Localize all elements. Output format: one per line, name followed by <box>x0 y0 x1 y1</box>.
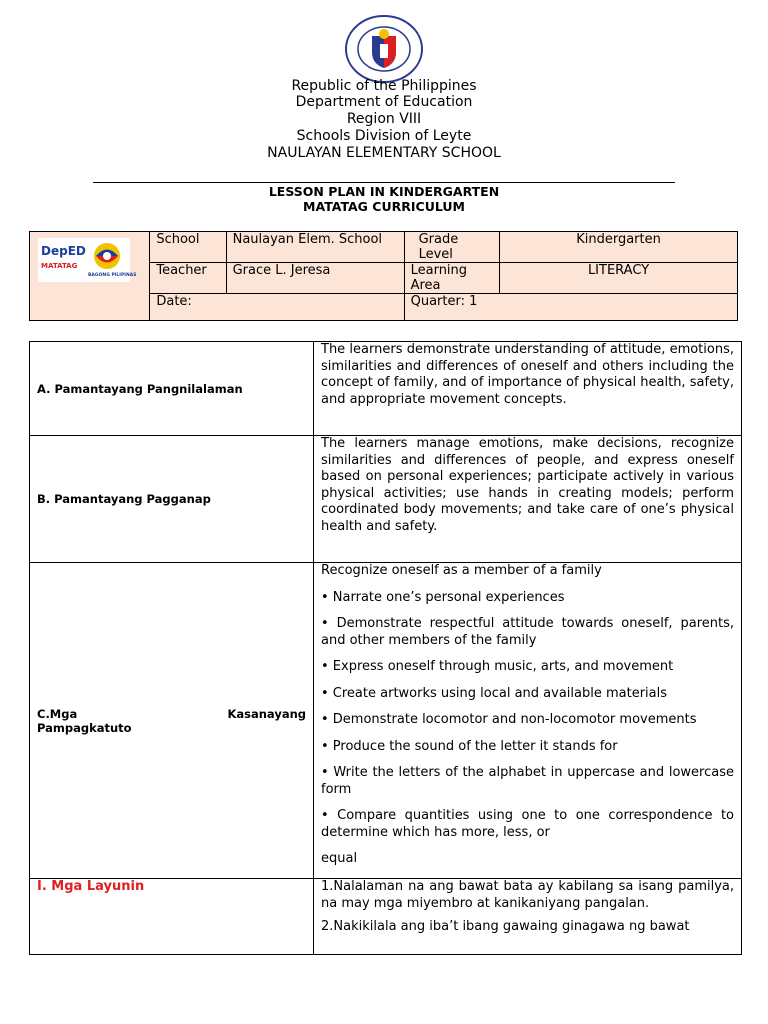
matatag-logo-text: MATATAG <box>41 262 78 270</box>
table-row <box>30 342 742 436</box>
list-item: • Express oneself through music, arts, and movement <box>321 659 674 674</box>
curriculum-title: MATATAG CURRICULUM <box>303 199 465 214</box>
row-a-text: The learners demonstrate understanding of attitude, emotions, similarities and differences of oneself and others including the concept of family, and of importance of physical health, safety, and appropriate movement concepts. <box>314 342 742 436</box>
grade-level-value: Kindergarten <box>500 232 738 263</box>
table-row <box>30 879 742 955</box>
list-item: • Create artworks using local and available materials <box>321 685 668 701</box>
teacher-label: Teacher <box>150 263 226 294</box>
row-b-label: B. Pamantayang Pagganap <box>30 436 314 563</box>
header-line-department: Department of Education <box>295 94 473 110</box>
list-item: equal <box>321 851 358 866</box>
list-item: 1.Nalalaman na ang bawat bata ay kabilang sa isang pamilya, na may mga miyembro at kanikaniyang pangalan. <box>321 879 734 911</box>
school-value: Naulayan Elem. School <box>226 232 404 263</box>
list-item: • Compare quantities using one to one correspondence to determine which has more, less, or <box>321 808 734 840</box>
table-row <box>30 563 742 879</box>
row-i-label: I. Mga Layunin <box>30 879 314 955</box>
lesson-plan-title: LESSON PLAN IN KINDERGARTEN <box>268 184 500 199</box>
school-label: School <box>150 232 226 263</box>
school-name: NAULAYAN ELEMENTARY SCHOOL <box>267 145 501 161</box>
date-label: Date: <box>150 294 404 321</box>
row-i-items <box>314 879 742 955</box>
header-divider <box>93 182 675 183</box>
lesson-table <box>29 341 742 955</box>
deped-seal-logo <box>344 14 424 84</box>
list-item: • Produce the sound of the letter it stands for <box>321 738 618 754</box>
bagong-pilipinas-text: BAGONG PILIPINAS <box>88 273 137 278</box>
quarter-label: Quarter: 1 <box>404 294 737 321</box>
teacher-value: Grace L. Jeresa <box>226 263 404 294</box>
list-item: 2.Nakikilala ang iba’t ibang gawaing ginagawa ng bawat <box>321 919 690 934</box>
header-line-division: Schools Division of Leyte <box>296 128 472 144</box>
list-item: • Demonstrate respectful attitude towards oneself, parents, and other members of the family <box>321 616 734 648</box>
list-item: • Write the letters of the alphabet in uppercase and lowercase form <box>321 765 734 797</box>
deped-logo-text: DepED <box>41 244 86 258</box>
row-c-label-right: Kasanayang <box>227 706 306 721</box>
list-item: Recognize oneself as a member of a family <box>321 563 602 578</box>
row-c-label-line2: Pampagkatuto <box>37 720 132 735</box>
header-line-republic: Republic of the Philippines <box>291 78 477 94</box>
learning-area-label: Learning Area <box>404 263 499 294</box>
row-c-label-left: C.Mga <box>37 706 78 721</box>
row-b-text: The learners manage emotions, make decisions, recognize similarities and differences of people, and express oneself based on personal experiences; participate actively in various physical activities; use hands in creating models; perform coordinated body movements; and take care of one’s physical health and safety. <box>314 436 742 563</box>
list-item: • Demonstrate locomotor and non-locomotor movements <box>321 712 697 727</box>
row-c-items <box>314 563 742 879</box>
table-row <box>30 436 742 563</box>
row-c-label <box>30 563 314 879</box>
learning-area-value: LITERACY <box>500 263 738 294</box>
list-item: • Narrate one’s personal experiences <box>321 589 565 605</box>
header-line-region: Region VIII <box>346 111 422 127</box>
bagong-pilipinas-icon <box>92 241 122 271</box>
logos-strip <box>38 238 137 282</box>
info-table <box>29 231 738 321</box>
grade-level-label: Grade Level <box>404 232 499 263</box>
row-a-label: A. Pamantayang Pangnilalaman <box>30 342 314 436</box>
logos-cell <box>30 232 150 321</box>
